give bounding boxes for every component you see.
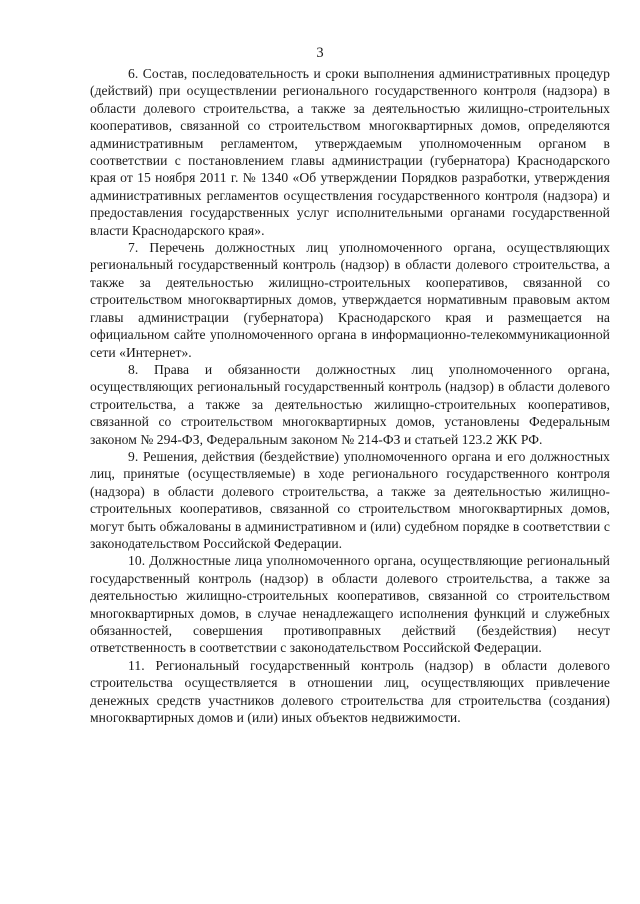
paragraph-7: 7. Перечень должностных лиц уполномоченного органа, осуществляющих региональный государственный контроль (надзор) в области долевого строительства, а также за деятельностью жилищно-строительных кооперативов, связанной со строительством многоквартирных домов, утверждается нормативным правовым актом главы администрации (губернатора) Краснодарского края и размещается на официальном сайте уполномоченного органа в информационно-телекоммуникационной сети «Интернет».	[90, 240, 610, 360]
paragraph-6: 6. Состав, последовательность и сроки выполнения административных процедур (действий) при осуществлении регионального государственного контроля (надзора) в области долевого строительства, а также за деятельностью жилищно-строительных кооперативов, связанной со строительством многоквартирных домов, определяются административным регламентом, утверждаемым уполномоченным органом в соответствии с постановлением главы администрации (губернатора) Краснодарского края от 15 ноября 2011 г. № 1340 «Об утверждении Порядков разработки, утверждения административных регламентов осуществления государственного контроля (надзора) и предоставления государственных услуг исполнительными органами государственной власти Краснодарского края».	[90, 66, 610, 238]
page-number: 3	[316, 45, 324, 61]
paragraph-8: 8. Права и обязанности должностных лиц уполномоченного органа, осуществляющих региональный государственный контроль (надзор) в области долевого строительства, а также за деятельностью жилищно-строительных кооперативов, связанной со строительством многоквартирных домов, установлены Федеральным законом № 294-ФЗ, Федеральным законом № 214-ФЗ и статьей 123.2 ЖК РФ.	[90, 361, 610, 447]
paragraph-10: 10. Должностные лица уполномоченного органа, осуществляющие региональный государственный контроль (надзор) в области долевого строительства, а также за деятельностью жилищно-строительных кооперативов, связанной со строительством многоквартирных домов, в случае ненадлежащего исполнения функций и служебных обязанностей, совершения противоправных действий (бездействия) несут ответственность в соответствии с законодательством Российской Федерации.	[90, 553, 610, 656]
paragraph-11: 11. Региональный государственный контроль (надзор) в области долевого строительства осуществляется в отношении лиц, осуществляющих привлечение денежных средств участников долевого строительства для строительства (создания) многоквартирных домов и (или) иных объектов недвижимости.	[90, 657, 610, 726]
document-body	[90, 65, 610, 726]
paragraph-9: 9. Решения, действия (бездействие) уполномоченного органа и его должностных лиц, принятые (осуществляемые) в ходе регионального государственного контроля (надзора) в области долевого строительства, а также за деятельностью жилищно-строительных кооперативов, связанной со строительством многоквартирных домов, могут быть обжалованы в административном и (или) судебном порядке в соответствии с законодательством Российской Федерации.	[90, 448, 610, 551]
